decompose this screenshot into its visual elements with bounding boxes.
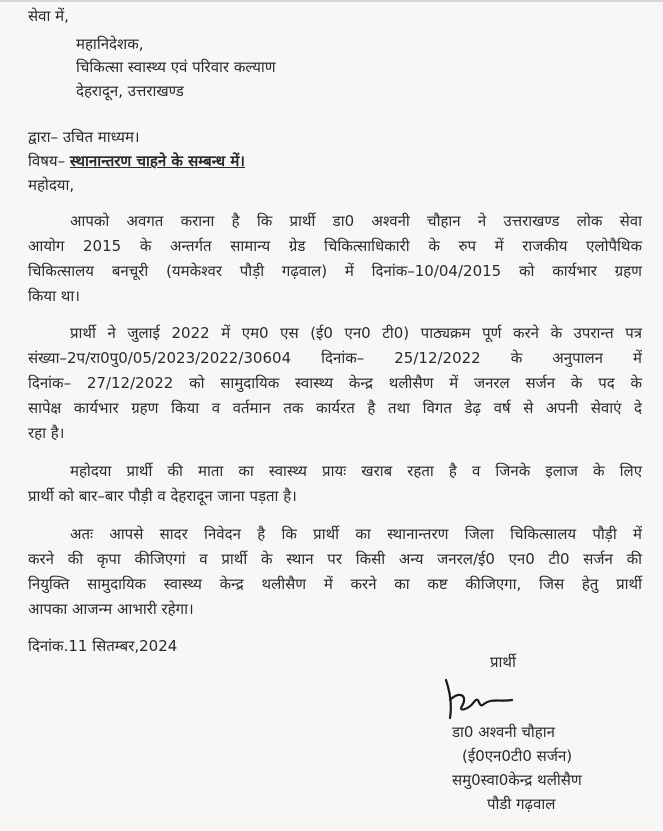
signatory-name: डा0 अश्वनी चौहान: [452, 723, 555, 741]
para-2-line-4: सापेक्ष कार्यभार ग्रहण किया व वर्तमान तक कार्यरत है तथा विगत डेढ़ वर्ष से अपनी सेवाएं दे: [28, 399, 642, 417]
para-1-line-4: किया था।: [28, 287, 80, 305]
addressee-line-3: देहरादून, उत्तराखण्ड: [76, 82, 184, 100]
para-2-line-2: संख्या–2प/रा0पु0/05/2023/2022/30604 दिनांक– 25/12/2022 के अनुपालन में: [28, 349, 642, 367]
signatory-designation: (ई0एन0टी0 सर्जन): [462, 747, 573, 765]
page-edge: [0, 0, 663, 2]
addressee-line-1: महानिदेशक,: [76, 35, 144, 53]
para-1-line-2: आयोग 2015 के अन्तर्गत सामान्य ग्रेड चिकित्साधिकारी के रुप में राजकीय एलोपैथिक: [28, 237, 642, 255]
para-2-line-5: रहा है।: [28, 424, 65, 442]
para-3-line-1: महोदया प्रार्थी की माता का स्वास्थ्य प्रायः खराब रहता है व जिनके इलाज के लिए: [70, 462, 642, 480]
through-line: [28, 127, 140, 147]
para-3-line-2: प्रार्थी को बार–बार पौड़ी व देहरादून जाना पड़ता है।: [28, 487, 297, 505]
handwritten-signature: [440, 672, 520, 722]
greeting: महोदया,: [28, 176, 75, 194]
applicant-label: प्रार्थी: [490, 653, 516, 671]
para-1-line-1: आपको अवगत कराना है कि प्रार्थी डा0 अश्वनी चौहान ने उत्तराखण्ड लोक सेवा: [70, 212, 642, 230]
para-2-line-1: प्रार्थी ने जुलाई 2022 में एम0 एस (ई0 एन0 टी0) पाठ्यक्रम पूर्ण करने के उपरान्त पत्र: [70, 324, 642, 342]
salutation-to: सेवा में,: [28, 7, 69, 25]
subject-label: विषय–: [28, 152, 66, 170]
para-1-line-3: चिकित्सालय बनचूरी (यमकेश्वर पौड़ी गढ़वाल) में दिनांक–10/04/2015 को कार्यभार ग्रहण: [28, 262, 642, 280]
para-4-line-3: नियुक्ति सामुदायिक स्वास्थ्य केन्द्र थलीसैण में करने का कष्ट कीजिएगा, जिस हेतु प्रार्थी: [28, 575, 642, 593]
para-4-line-4: आपका आजन्म आभारी रहेगा।: [28, 600, 194, 618]
signatory-office: समु0स्वा0केन्द्र थलीसैण: [452, 771, 582, 789]
para-2-line-3: दिनांक– 27/12/2022 को सामुदायिक स्वास्थ्य केन्द्र थलीसैण में जनरल सर्जन के पद के: [28, 374, 642, 392]
subject-line: [28, 151, 245, 171]
letter-date: दिनांक.11 सितम्बर,2024: [28, 637, 178, 655]
para-4-line-2: करने की कृपा कीजिएगां व प्रार्थी के स्थान पर किसी अन्य जनरल/ई0 एन0 टी0 सर्जन की: [28, 550, 642, 568]
para-4-line-1: अतः आपसे सादर निवेदन है कि प्रार्थी का स्थानान्तरण जिला चिकित्सालय पौड़ी में: [70, 525, 642, 543]
signatory-location: पौडी गढ़वाल: [487, 795, 556, 813]
subject-value: स्थानान्तरण चाहने के सम्बन्ध में।: [69, 152, 245, 170]
through-label: द्वारा–: [28, 128, 59, 146]
addressee-line-2: चिकित्सा स्वास्थ्य एवं परिवार कल्याण: [76, 58, 276, 76]
through-value: उचित माध्यम।: [62, 128, 140, 146]
